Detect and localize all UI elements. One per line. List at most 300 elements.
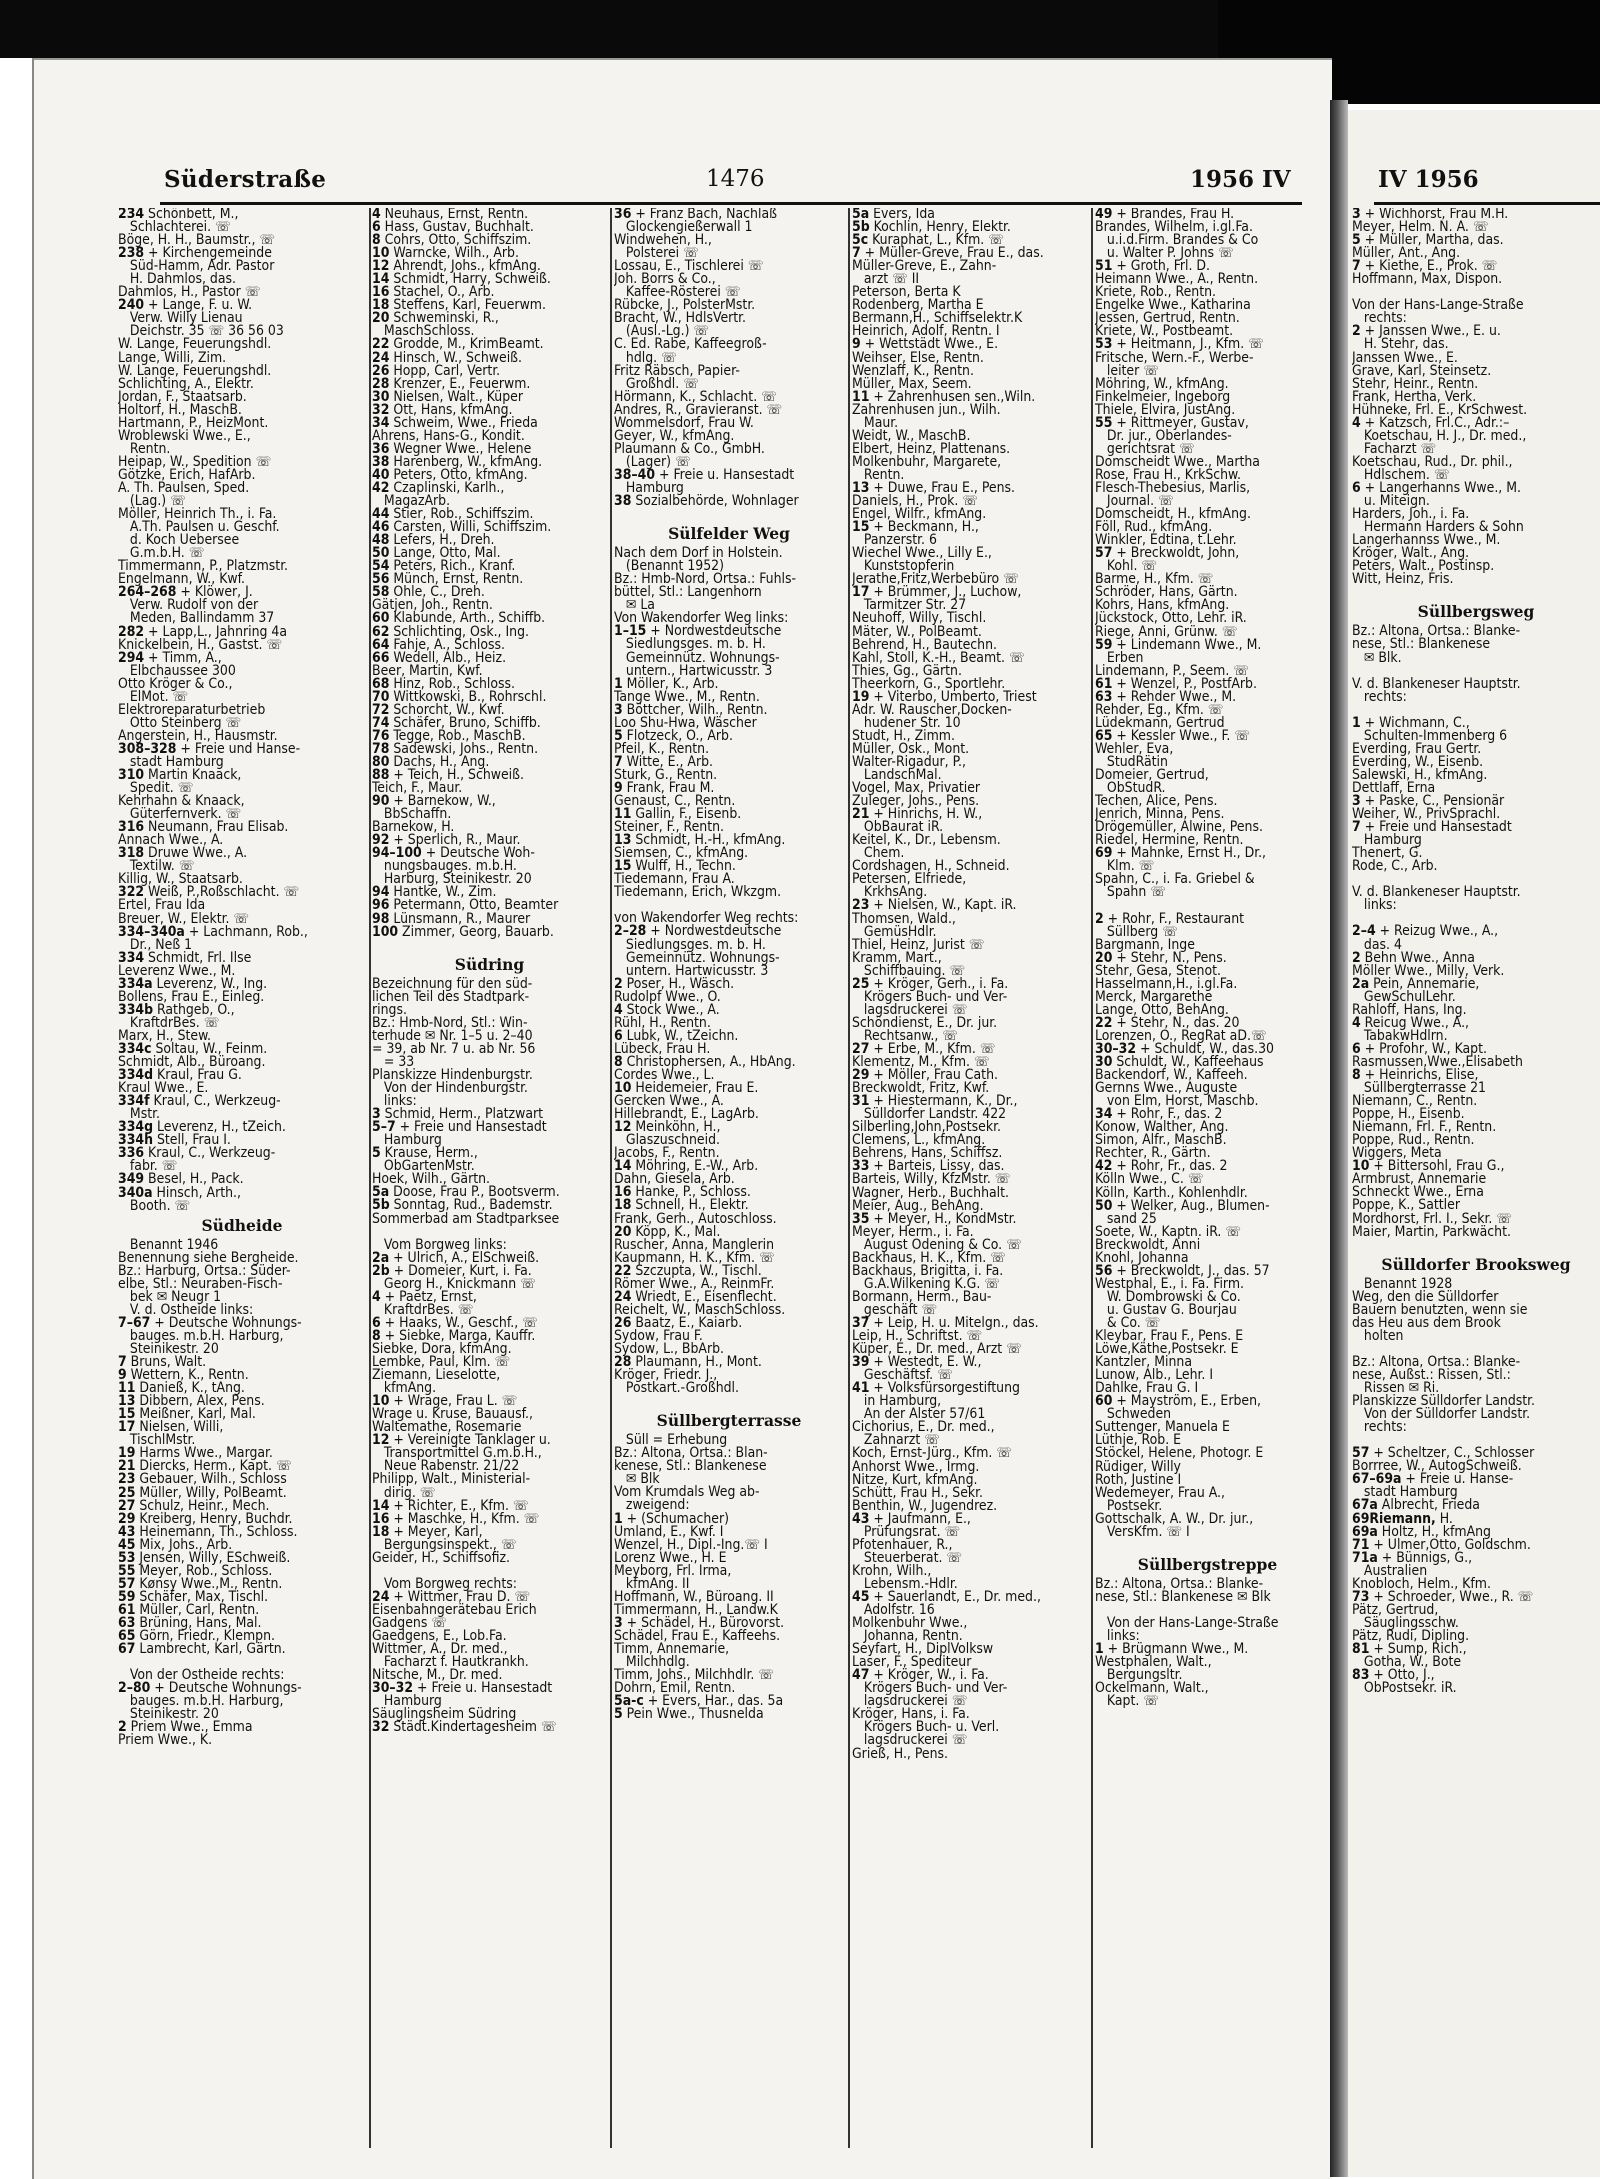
directory-entry: 2 Behn Wwe., Anna	[1352, 949, 1475, 966]
house-number: 349	[118, 1171, 145, 1188]
house-number: 334b	[118, 1001, 154, 1018]
house-number: 322	[118, 884, 145, 901]
directory-entry: 61 Müller, Carl, Rentn.	[118, 1601, 260, 1618]
house-number: 68	[372, 675, 390, 692]
directory-entry: 57 Kønsy Wwe.,M., Rentn.	[118, 1575, 283, 1592]
directory-entry: 2b + Domeier, Kurt, i. Fa.	[372, 1262, 532, 1279]
house-number: 36	[614, 208, 632, 222]
directory-entry: 60 Klabunde, Arth., Schiffb.	[372, 610, 546, 627]
street-heading: Sülfelder Weg	[668, 524, 790, 544]
directory-entry: Stehr, Gesa, Stenot.	[1095, 962, 1221, 979]
house-number: 4	[614, 1001, 623, 1018]
house-number: 69	[1095, 845, 1113, 862]
directory-entry: Timm, Annemarie,	[614, 1640, 730, 1657]
directory-entry: 12 Ahrendt, Johs., kfmAng.	[372, 258, 541, 275]
directory-entry: KraftdrBes. ☏	[118, 1014, 220, 1031]
directory-entry: 8 + Heinrichs, Elise,	[1352, 1067, 1479, 1083]
house-number: 47	[852, 1667, 870, 1684]
directory-entry: 7 Bruns, Walt.	[118, 1354, 207, 1371]
directory-entry: 55 Meyer, Rob., Schloss.	[118, 1562, 273, 1579]
house-number: 2	[1352, 949, 1361, 966]
directory-entry: Benannt 1928	[1352, 1275, 1453, 1292]
directory-entry: Lange, Otto, BehAng.	[1095, 1001, 1229, 1018]
directory-entry: (Benannt 1952)	[614, 558, 725, 575]
directory-entry: 50 + Welker, Aug., Blumen-	[1095, 1197, 1270, 1214]
directory-entry: 90 + Barnekow, W.,	[372, 793, 496, 810]
directory-entry: & Co. ☏	[1095, 1314, 1161, 1331]
directory-entry: 22 + Stehr, N., das. 20	[1095, 1014, 1240, 1031]
house-number: 20	[372, 310, 390, 327]
directory-entry: Andres, R., Gravieranst. ☏	[614, 401, 783, 418]
house-number: 38	[372, 453, 390, 470]
house-number: 51	[1095, 258, 1113, 275]
directory-entry: Steinikestr. 20	[118, 1340, 219, 1357]
directory-entry: Kaffee-Rösterei ☏	[614, 284, 741, 301]
house-number: 45	[118, 1536, 136, 1553]
directory-entry: 32 Städt.Kindertagesheim ☏	[372, 1719, 557, 1736]
directory-entry: 3 Böttcher, Wilh., Rentn.	[614, 701, 768, 718]
directory-entry: 29 Kreiberg, Henry, Buchdr.	[118, 1510, 293, 1527]
directory-entry: Bz.: Altona, Ortsa.: Blanke-	[1352, 1353, 1521, 1370]
house-number: 76	[372, 727, 390, 744]
directory-entry: 27 Schulz, Heinr., Mech.	[118, 1497, 270, 1514]
directory-entry: Kröger, Hans, i. Fa.	[852, 1706, 970, 1723]
house-number: 31	[852, 1093, 870, 1110]
directory-entry: 88 + Teich, H., Schweiß.	[372, 767, 524, 784]
directory-entry: 2–4 + Reizug Wwe., A.,	[1352, 923, 1499, 940]
directory-entry	[1352, 1239, 1600, 1252]
directory-entry: 5 Pein Wwe., Thusnelda	[614, 1706, 764, 1723]
directory-entry: Jacobs, F., Rentn.	[614, 1145, 720, 1162]
directory-entry: Ahrens, Hans-G., Kondit.	[372, 427, 525, 444]
directory-entry: Suttenger, Manuela E	[1095, 1419, 1230, 1436]
directory-entry: Siedlungsges. m. b. H.	[614, 636, 766, 653]
directory-entry: = 33	[372, 1053, 415, 1070]
house-number: 4	[1352, 414, 1361, 431]
directory-entry: 21 Diercks, Herm., Kapt. ☏	[118, 1458, 292, 1475]
house-number: 61	[118, 1601, 136, 1618]
house-number: 1	[1095, 1641, 1104, 1658]
directory-entry: 316 Neumann, Frau Elisab.	[118, 819, 289, 836]
house-number: 3	[1352, 208, 1361, 222]
directory-entry: Planskizze Sülldorfer Landstr.	[1352, 1393, 1535, 1410]
house-number: 19	[852, 688, 870, 705]
directory-entry: rings.	[372, 1001, 407, 1018]
directory-entry: zweigend:	[614, 1497, 690, 1514]
directory-entry: Meyborg, Frl. Irma,	[614, 1562, 732, 1579]
house-number: 65	[1095, 727, 1113, 744]
house-number: 50	[372, 545, 390, 562]
directory-entry: 8 + Siebke, Marga, Kauffr.	[372, 1327, 536, 1344]
directory-entry: Knohl, Johanna	[1095, 1249, 1189, 1266]
directory-entry: nungsbauges. m.b.H.	[372, 858, 517, 875]
directory-entry	[1095, 1539, 1320, 1552]
directory-entry: 30–32 + Freie u. Hansestadt	[372, 1680, 553, 1697]
directory-entry: KraftdrBes. ☏	[372, 1301, 474, 1318]
directory-entry: 336 Kraul, C., Werkzeug-	[118, 1145, 276, 1162]
directory-entry: 43 + Jaufmann, E.,	[852, 1510, 971, 1527]
directory-entry: 42 Czaplinski, Karlh.,	[372, 479, 505, 496]
house-number: 316	[118, 819, 145, 836]
directory-entry: Elektroreparaturbetrieb	[118, 701, 266, 718]
house-number: 7–67	[118, 1314, 151, 1331]
directory-entry: Mäter, W., PolBeamt.	[852, 623, 982, 640]
directory-entry: 38 Harenberg, W., kfmAng.	[372, 453, 543, 470]
directory-entry: Gätjen, Joh., Rentn.	[372, 597, 493, 614]
directory-entry: Booth. ☏	[118, 1197, 191, 1214]
house-number: 2	[118, 1719, 127, 1736]
directory-entry: Loo Shu-Hwa, Wäscher	[614, 714, 757, 731]
house-number: 10	[372, 245, 390, 262]
directory-entry: 42 + Rohr, Fr., das. 2	[1095, 1158, 1228, 1175]
directory-entry: Schmidt, Alb., Büroang.	[118, 1054, 266, 1071]
directory-entry: Wagner, Herb., Buchhalt.	[852, 1184, 1010, 1201]
column-divider	[610, 208, 612, 2148]
directory-entry: 76 Tegge, Rob., MaschB.	[372, 727, 526, 744]
directory-entry: Rissen ✉ Ri.	[1352, 1380, 1440, 1397]
directory-entry: stadt Hamburg	[1352, 1484, 1458, 1501]
directory-entry: Krögers Buch- und Ver-	[852, 988, 1008, 1005]
directory-entry: 7 + Freie und Hansestadt	[1352, 819, 1512, 836]
directory-entry: leiter ☏	[1095, 362, 1159, 379]
directory-entry: Glockengießerwall 1	[614, 219, 753, 236]
directory-entry: Fritz Räbsch, Papier-	[614, 362, 740, 379]
directory-entry: Kunststopferin	[852, 558, 955, 575]
house-number: 3	[614, 1614, 623, 1631]
directory-entry: Vogel, Max, Privatier	[852, 780, 981, 797]
directory-entry: 58 Ohle, C., Dreh.	[372, 584, 485, 601]
directory-entry: Peterson, Berta K	[852, 284, 961, 301]
directory-entry: Geider, H., Schiffsofiz.	[372, 1549, 510, 1566]
directory-entry: Siedlungsges. m. b. H.	[614, 936, 766, 953]
house-number: 56	[1095, 1262, 1113, 1279]
directory-entry: 46 Carsten, Willi, Schiffszim.	[372, 519, 552, 536]
house-number: 19	[118, 1445, 136, 1462]
directory-entry: Neue Rabenstr. 21/22	[372, 1458, 520, 1475]
directory-entry: Teich, F., Maur.	[372, 780, 463, 797]
directory-entry: 14 + Richter, E., Kfm. ☏	[372, 1497, 529, 1514]
house-number: 1	[1352, 714, 1361, 731]
directory-entry: 18 + Meyer, Karl,	[372, 1523, 483, 1540]
directory-entry: VersKfm. ☏ I	[1095, 1523, 1190, 1540]
directory-column-1	[118, 208, 366, 2168]
directory-entry: 4 + Katzsch, Frl.C., Adr.:–	[1352, 414, 1510, 431]
directory-entry: Priem Wwe., K.	[118, 1732, 213, 1749]
directory-entry: 5b Sonntag, Rud., Bademstr.	[372, 1197, 553, 1214]
directory-entry: = 39, ab Nr. 7 u. ab Nr. 56	[372, 1040, 536, 1057]
directory-entry: sand 25	[1095, 1210, 1157, 1227]
directory-entry: Behrens, Hans, Schiffsz.	[852, 1145, 1003, 1162]
directory-entry: 5a Doose, Frau P., Bootsverm.	[372, 1184, 560, 1201]
directory-entry: Cordes Wwe., L.	[614, 1067, 715, 1083]
directory-entry: Cordshagen, H., Schneid.	[852, 858, 1010, 875]
directory-entry: Rahloff, Hans, Ing.	[1352, 1001, 1467, 1018]
house-number: 14	[372, 271, 390, 288]
directory-entry: 10 Heidemeier, Frau E.	[614, 1080, 759, 1097]
house-number: 5c	[852, 232, 869, 249]
directory-entry: 1–15 + Nordwestdeutsche	[614, 623, 782, 640]
directory-entry: Molkenbuhr, Margarete,	[852, 453, 1002, 470]
directory-entry: Sydow, L., BbArb.	[614, 1340, 725, 1357]
directory-entry: untern. Hartwicusstr. 3	[614, 962, 769, 979]
directory-entry: Von der Hindenburgstr.	[372, 1080, 528, 1097]
directory-entry: 55 + Rittmeyer, Gustav,	[1095, 414, 1249, 431]
directory-entry: Roth, Justine I	[1095, 1471, 1182, 1488]
house-number: 2a	[1352, 975, 1370, 992]
directory-entry: Lübeck, Frau H.	[614, 1040, 711, 1057]
directory-entry: Meier, Aug., BehAng.	[852, 1197, 984, 1214]
directory-entry: 9 Wettern, K., Rentn.	[118, 1367, 249, 1384]
directory-entry: ObGartenMstr.	[372, 1158, 475, 1175]
directory-entry: 56 + Breckwoldt, J., das. 57	[1095, 1262, 1270, 1279]
directory-entry: Salewski, H., kfmAng.	[1352, 766, 1488, 783]
directory-entry: Neuhoff, Willy, Tischl.	[852, 610, 987, 627]
directory-entry: 73 + Schroeder, Wwe., R. ☏	[1352, 1588, 1534, 1605]
house-number: 35	[852, 1210, 870, 1227]
house-number: 63	[118, 1614, 136, 1631]
directory-entry: 37 + Leip, H. u. Mitelgn., das.	[852, 1314, 1039, 1331]
directory-entry: 334c Soltau, W., Feinm.	[118, 1041, 268, 1057]
directory-entry: 5–7 + Freie und Hansestadt	[372, 1119, 547, 1136]
directory-entry: Chem.	[852, 845, 905, 862]
house-number: 4	[372, 1288, 381, 1305]
house-number: 24	[614, 1288, 632, 1305]
directory-entry: Stöckel, Helene, Photogr. E	[1095, 1445, 1264, 1462]
house-number: 67	[118, 1641, 136, 1658]
directory-entry: Thiele, Elvira, JustAng.	[1095, 401, 1236, 418]
directory-entry: Bergungsltr.	[1095, 1667, 1183, 1684]
house-number: 20	[1095, 949, 1113, 966]
house-number: 69Riemann,	[1352, 1510, 1436, 1527]
directory-entry: 17 + Brümmer, J., Luchow,	[852, 584, 1022, 601]
house-number: 60	[1095, 1393, 1113, 1410]
directory-entry: 66 Wedell, Alb., Heiz.	[372, 649, 507, 666]
house-number: 37	[852, 1314, 870, 1331]
directory-entry: Geschäftsf. ☏	[852, 1367, 953, 1384]
directory-entry: 308–328 + Freie und Hanse-	[118, 740, 301, 757]
directory-entry: 23 + Nielsen, W., Kapt. iR.	[852, 897, 1017, 914]
house-number: 92	[372, 832, 390, 849]
directory-entry: Journal. ☏	[1095, 493, 1174, 510]
column-divider	[369, 208, 371, 2148]
house-number: 25	[852, 975, 870, 992]
house-number: 5a	[852, 208, 870, 222]
directory-entry: 71 + Ulmer,Otto, Goldschm.	[1352, 1536, 1531, 1553]
directory-entry: 5b Kochlin, Henry, Elektr.	[852, 219, 1011, 236]
directory-entry: Niemann, Frl. F., Rentn.	[1352, 1119, 1497, 1136]
directory-entry: Bz.: Altona, Ortsa.: Blanke-	[1095, 1575, 1264, 1592]
directory-entry: Bz.: Altona, Ortsa.: Blanke-	[1352, 623, 1521, 640]
directory-entry: 31 + Hiestermann, K., Dr.,	[852, 1093, 1018, 1110]
directory-entry: Konow, Walther, Ang.	[1095, 1119, 1229, 1136]
directory-entry: Jordan, F., Staatsarb.	[118, 388, 247, 405]
directory-entry: BbSchaffn.	[372, 806, 452, 823]
directory-entry: Rentn.	[118, 440, 171, 457]
directory-entry: Timm, Johs., Milchhdlr. ☏	[614, 1667, 774, 1684]
directory-entry: ✉ Blk.	[1352, 649, 1402, 666]
directory-entry: 7 + Kiethe, E., Prok. ☏	[1352, 258, 1498, 275]
directory-entry: (Lager) ☏	[614, 453, 691, 470]
directory-entry: 7 Witte, E., Arb.	[614, 753, 713, 770]
directory-entry: Kriete, Rob., Rentn.	[1095, 284, 1217, 301]
house-number: 16	[372, 1510, 390, 1527]
directory-entry: 78 Sadewski, Johs., Rentn.	[372, 740, 539, 757]
directory-entry: Pätz, Rudi, Dipling.	[1352, 1627, 1470, 1644]
directory-entry: 2 + Rohr, F., Restaurant	[1095, 910, 1245, 927]
directory-entry: Schiffbauing. ☏	[852, 962, 966, 979]
directory-entry: 63 Brüning, Hans, Mal.	[118, 1614, 262, 1631]
directory-entry: Ertel, Frau Ida	[118, 897, 206, 914]
house-number: 15	[852, 519, 870, 536]
page-number: 1476	[706, 166, 765, 192]
directory-entry: Otto Steinberg ☏	[118, 714, 242, 731]
directory-entry: 67 Lambrecht, Karl, Gärtn.	[118, 1641, 286, 1658]
house-number: 1	[614, 675, 623, 692]
directory-entry: Thies, Gg., Gärtn.	[852, 662, 962, 679]
directory-entry: Bracht, W., HdlsVertr.	[614, 310, 746, 327]
house-number: 30–32	[1095, 1041, 1137, 1057]
directory-entry: 349 Besel, H., Pack.	[118, 1171, 244, 1188]
directory-entry: lagsdruckerei ☏	[852, 1732, 968, 1749]
directory-entry: Schweden	[1095, 1406, 1172, 1423]
directory-entry: 334d Kraul, Frau G.	[118, 1067, 242, 1084]
directory-entry: Knickelbein, H., Gastst. ☏	[118, 636, 283, 653]
directory-entry: Steinikestr. 20	[118, 1706, 219, 1723]
directory-entry: 36 + Franz Bach, Nachlaß	[614, 208, 777, 222]
directory-entry: Clemens, L., kfmAng.	[852, 1132, 986, 1149]
house-number: 8	[614, 1053, 623, 1070]
house-number: 12	[372, 258, 390, 275]
street-range-heading: Süderstraße	[164, 166, 327, 193]
directory-entry: 3 + Paske, C., Pensionär	[1352, 793, 1505, 810]
directory-entry: hudener Str. 10	[852, 714, 961, 731]
directory-entry: 3 Schmid, Herm., Platzwart	[372, 1106, 544, 1123]
directory-entry: 334a Leverenz, W., Ing.	[118, 975, 268, 992]
directory-entry: 7–67 + Deutsche Wohnungs-	[118, 1314, 302, 1331]
directory-entry: Annach Wwe., A.	[118, 832, 224, 849]
directory-entry: elbe, Stl.: Neuraben-Fisch-	[118, 1275, 283, 1292]
directory-entry: 3 + Wichhorst, Frau M.H.	[1352, 208, 1509, 222]
house-number: 14	[614, 1158, 632, 1175]
directory-entry: Drögemüller, Alwine, Pens.	[1095, 819, 1263, 836]
directory-entry: 322 Weiß, P.,Roßschlacht. ☏	[118, 884, 300, 901]
directory-entry: 34 + Rohr, F., das. 2	[1095, 1106, 1223, 1123]
directory-entry: Wedemeyer, Frau A.,	[1095, 1484, 1225, 1501]
directory-entry: Siebke, Dora, kfmAng.	[372, 1340, 512, 1357]
directory-entry: Kölln, Karth., Kohlenhdlr.	[1095, 1184, 1248, 1201]
directory-entry: Wroblewski Wwe., E.,	[118, 427, 251, 444]
directory-entry: Klm. ☏	[1095, 858, 1155, 875]
directory-entry: Lebensm.-Hdlr.	[852, 1575, 958, 1592]
directory-entry: 5a-c + Evers, Har., das. 5a	[614, 1693, 784, 1710]
directory-entry: 68 Hinz, Rob., Schloss.	[372, 675, 516, 692]
directory-entry: Rasmussen,Wwe.,Elisabeth	[1352, 1053, 1523, 1070]
directory-entry: Grave, Karl, Steinsetz.	[1352, 362, 1492, 379]
directory-entry: Süd-Hamm, Adr. Pastor	[118, 258, 275, 275]
directory-entry: Süll = Erhebung	[614, 1432, 728, 1449]
directory-entry: Bz.: Altona, Ortsa.: Blan-	[614, 1445, 768, 1462]
directory-entry: Kahl, Stoll, K.-H., Beamt. ☏	[852, 649, 1025, 666]
house-number: 2	[1352, 323, 1361, 340]
directory-entry: (Lag.) ☏	[118, 493, 186, 510]
directory-entry: 100 Zimmer, Georg, Bauarb.	[372, 923, 554, 940]
directory-entry: nese, Stl.: Blankenese	[1352, 636, 1491, 653]
house-number: 81	[1352, 1640, 1370, 1657]
house-number: 334g	[118, 1119, 154, 1136]
house-number: 18	[614, 1197, 632, 1214]
directory-entry: Everding, Frau Gertr.	[1352, 740, 1482, 757]
house-number: 54	[372, 558, 390, 575]
directory-entry: terhude ✉ Nr. 1–5 u. 2–40	[372, 1027, 533, 1044]
directory-entry: Westphalen, Walt.,	[1095, 1654, 1212, 1671]
directory-entry: 6 + Profohr, W., Kapt.	[1352, 1040, 1487, 1057]
directory-entry: Großhdl. ☏	[614, 375, 699, 392]
directory-entry: 2–28 + Nordwestdeutsche	[614, 923, 782, 940]
directory-entry: Postsekr.	[1095, 1497, 1163, 1514]
directory-entry: 44 Stier, Rob., Schiffszim.	[372, 506, 534, 523]
directory-entry: Rühl, H., Rentn.	[614, 1014, 711, 1031]
directory-entry: Jerathe,Fritz,Werbebüro ☏	[852, 571, 1019, 588]
directory-entry: Schütt, Frau H., Sekr.	[852, 1484, 983, 1501]
house-number: 14	[372, 1497, 390, 1514]
directory-entry: LandschMal.	[852, 767, 942, 784]
directory-entry: Wittmer, A., Dr. med.,	[372, 1641, 508, 1658]
house-number: 24	[372, 1588, 390, 1605]
directory-entry: 96 Petermann, Otto, Beamter	[372, 897, 559, 914]
directory-entry: Lorenz Wwe., H. E	[614, 1549, 727, 1566]
directory-entry: Möller Wwe., Milly, Verk.	[1352, 962, 1505, 979]
house-number: 96	[372, 897, 390, 914]
directory-entry: Kraul Wwe., E.	[118, 1080, 209, 1097]
directory-entry: Ruscher, Anna, Manglerin	[614, 1236, 775, 1253]
directory-entry: 36 Wegner Wwe., Helene	[372, 440, 532, 457]
directory-entry: Australien	[1352, 1562, 1428, 1579]
directory-entry: 29 + Möller, Frau Cath.	[852, 1067, 998, 1084]
directory-entry: Erben	[1095, 649, 1144, 666]
house-number: 2	[614, 975, 623, 992]
directory-entry: 6 + Langerhanns Wwe., M.	[1352, 479, 1521, 496]
directory-entry: Müller, Ant., Ang.	[1352, 245, 1461, 262]
directory-entry: Domscheidt, H., kfmAng.	[1095, 506, 1251, 523]
house-number: 5–7	[372, 1119, 396, 1136]
directory-entry: Angerstein, H., Hausmstr.	[118, 727, 278, 744]
directory-entry: Rübcke, J., PolsterMstr.	[614, 297, 756, 314]
directory-entry: GemüsHdlr.	[852, 923, 937, 940]
directory-entry: 94 Hantke, W., Zim.	[372, 884, 497, 901]
house-number: 334–340a	[118, 923, 185, 940]
directory-entry: das Heu aus dem Brook	[1352, 1314, 1501, 1331]
house-number: 71	[1352, 1536, 1370, 1553]
directory-entry: Barteis, Willy, KfzMstr. ☏	[852, 1171, 1011, 1188]
directory-entry: ObPostsekr. iR.	[1352, 1680, 1457, 1697]
directory-entry: H. Stehr, das.	[1352, 336, 1449, 353]
house-number: 16	[614, 1184, 632, 1201]
house-number: 8	[1352, 1067, 1361, 1083]
house-number: 11	[614, 806, 632, 823]
house-number: 59	[1095, 636, 1113, 653]
directory-entry: Gercken Wwe., A.	[614, 1093, 724, 1110]
directory-entry: Killig, W., Staatsarb.	[118, 871, 243, 888]
directory-entry: 11 + Zahrenhusen sen.,Wiln.	[852, 388, 1036, 405]
directory-entry: Schulten-Immenberg 6	[1352, 727, 1508, 744]
directory-entry: 43 Heinemann, Th., Schloss.	[118, 1523, 298, 1540]
house-number: 318	[118, 845, 145, 862]
directory-entry: Heimann Wwe., A., Rentn.	[1095, 271, 1259, 288]
directory-entry: 56 Münch, Ernst, Rentn.	[372, 571, 524, 588]
directory-entry: 69 + Mahnke, Ernst H., Dr.,	[1095, 845, 1267, 862]
directory-entry: Rentn.	[852, 466, 905, 483]
directory-entry: 63 + Rehder Wwe., M.	[1095, 688, 1237, 705]
